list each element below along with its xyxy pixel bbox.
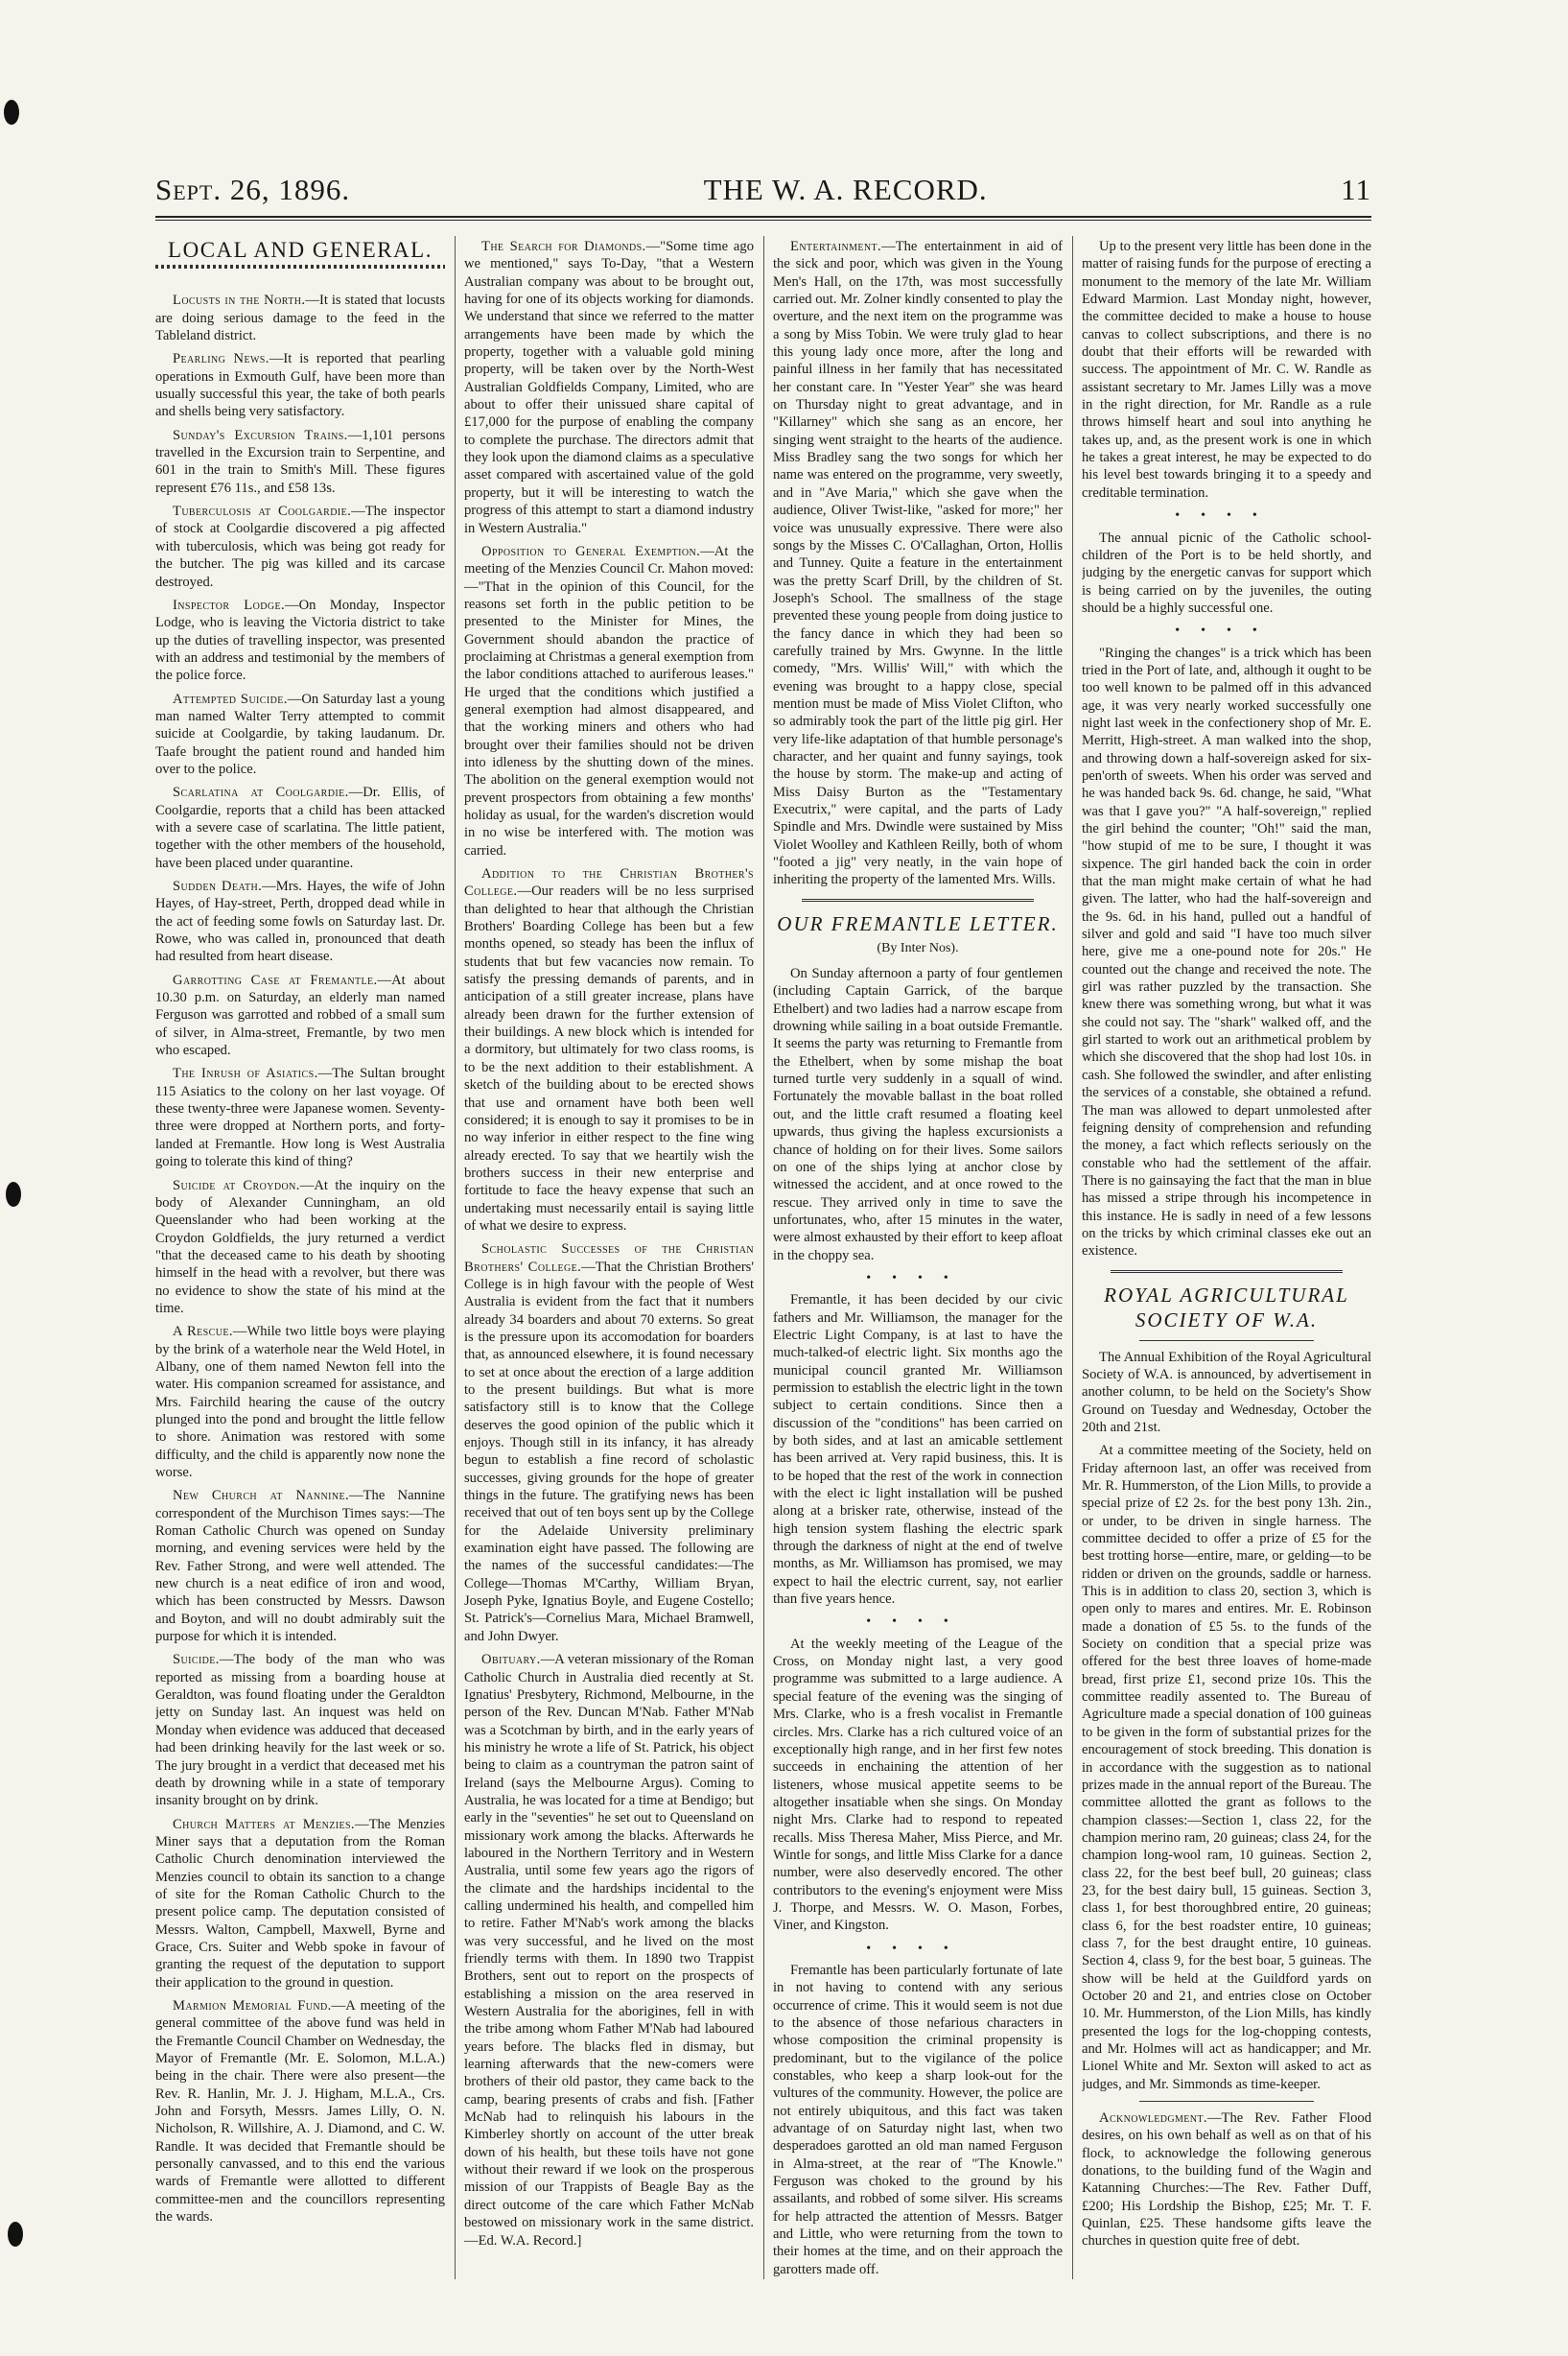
article <box>155 1816 445 1991</box>
article-body: —"Some time ago we mentioned," says To-Day, "that a Western Australian company was about to be brought out, having for one of its objects working for diamonds. We understand that since we referred to the matter arrangements have been made by which the property, together with a valuable gold mining property, will be taken over by the North-West Australian Goldfields Company, Limited, who are about to offer their unissued share capital of £17,000 for the purpose of enabling the company to complete the purchase. The directors admit that they look upon the diamond claims as a speculative asset compared with ascertained value of the gold property, but it will be interesting to watch the progress of this attempt to start a diamond industry in Western Australia." <box>464 239 754 536</box>
article-head: Opposition to General Exemption. <box>481 543 701 559</box>
article-body: —Dr. Ellis, of Coolgardie, reports that a child has been attacked with a severe case of scarlatina. The little patient, together with the other members of the household, have been placed under quarantine. <box>155 785 445 871</box>
fremantle-letter-title: OUR FREMANTLE LETTER. <box>777 911 1059 935</box>
article-body: —The Rev. Father Flood desires, on his own behalf as well as on that of his flock, to acknowledge the following generous donations, to the building fund of the Wagin and Katanning Churches:—The Rev. Father Duff, £200; His Lordship the Bishop, £25; Mr. T. F. Quinlan, £25. These handsome gifts leave the churches in question quite free of debt. <box>1082 2110 1371 2250</box>
article-body: —A veteran missionary of the Roman Catholic Church in Australia died recently at St. Ignatius' Presbytery, Richmond, Melbourne, in the person of the Rev. Duncan M'Nab. Father M'Nab was a Scotchman by birth, and in the early years of his ministry he wrote a life of St. Patrick, his object being to claim as a countryman the patron saint of Ireland (says the Melbourne Argus). Coming to Australia, he was located for a time at Bendigo; but early in the "seventies" he set out to Queensland on missionary work among the blacks. Afterwards he laboured in the Northern Territory and in Western Australia, until some few years ago the rigors of the climate and the hardships incidental to the calling undermined his health, and compelled him to retire. Father M'Nab's work among the blacks was very successful, and he lived on the most friendly terms with them. In 1890 two Trappist Brothers, sent out to report on the prospects of establishing a mission on the area reserved in Western Australia for the aborigines, fell in with the tribe among whom Father M'Nab had laboured years before. The blacks fled in dismay, but learning afterwards that the new-comers were brothers of their old pastor, they came back to the camp, bearing presents of crabs and fish. [Father McNab had to relinquish his labours in the Kimberley shortly on account of the utter break down of his health, but these toils have not gone without their reward if we look on the prosperous mission of our Trappists of Beagle Bay as the direct outcome of the care which Father McNab bestowed on missionary work in the same district.—Ed. W.A. Record.] <box>464 1652 754 2249</box>
article <box>155 1997 445 2226</box>
article-body: —The Nannine correspondent of the Murchison Times says:—The Roman Catholic Church was opened on Sunday morning, and evening services were held by the Rev. Father Strong, and were well attended. The new church is a neat edifice of iron and wood, which has been constructed by Messrs. Dawson and Boyton, and will no doubt admirably suit the purpose for which it is intended. <box>155 1488 445 1645</box>
separator-stars: •••• <box>866 1941 970 1956</box>
article <box>155 1065 445 1170</box>
section-rule <box>1111 1270 1343 1273</box>
article-head: Attempted Suicide. <box>173 691 288 707</box>
separator-stars: •••• <box>1175 508 1278 524</box>
section-title-local-and-general: LOCAL AND GENERAL. <box>168 238 433 262</box>
article-head: Suicide at Croydon. <box>173 1177 300 1193</box>
newspaper-title: THE W. A. RECORD. <box>703 173 988 206</box>
article-head: Suicide. <box>173 1652 220 1668</box>
article <box>464 865 754 1235</box>
article <box>155 784 445 872</box>
article <box>155 1323 445 1481</box>
section-rule <box>802 899 1034 902</box>
separator-stars: •••• <box>866 1614 970 1630</box>
article-body: —At about 10.30 p.m. on Saturday, an elderly man named Ferguson was garrotted and robbed of a small sum of silver, in Alma-street, Fremantle, by two men who escaped. <box>155 972 445 1059</box>
letter-paragraph: At the weekly meeting of the League of the Cross, on Monday night last, a very good programme was submitted to a large audience. A special feature of the evening was the singing of Mrs. Clarke, who is a fresh vocalist in Fremantle circles. Mrs. Clarke has a rich cultured voice of an exceptionally high range, and in her first few notes succeeds in enchaining the attention of her listeners, whose musical appetite seems to be altogether insatiable when she sings. On Monday night Mrs. Clarke had to respond to repeated recalls. Miss Theresa Maher, Miss Pierce, and Mr. Wintle for songs, and little Miss Clarke for a dance number, were also deservedly encored. The other contributors to the evening's enjoyment were Miss J. Thorpe, and Messrs. W. O. Mason, Forbes, Viner, and Kingston. <box>773 1636 1063 1934</box>
article-body: —Our readers will be no less surprised than delighted to hear that although the Christian Brothers' Boarding College has been but a few months opened, so steady has been the influx of students that but few vacancies now remain. To satisfy the pressing demands of parents, and in anticipation of a still greater increase, plans have already been drawn for the further extension of their buildings. A new block which is intended for a dormitory, but ultimately for two class rooms, is to be the next addition to their establishment. A sketch of the building about to be erected shows that use and ornament have both been well considered; it is enough to say it promises to be in no way inferior in either respect to the fine wing already erected. To say that we heartily wish the brothers success in their new enterprise and fortitude to face the heavy expense that such an undertaking must necessarily entail is saying little of what we desire to express. <box>464 884 754 1234</box>
article-head: Pearling News. <box>173 351 269 367</box>
article-head: Scarlatina at Coolgardie. <box>173 785 349 801</box>
article-body: —That the Christian Brothers' College is in high favour with the people of West Australia is evident from the fact that it numbers already 34 boarders and about 70 externs. So great is the pressure upon its accomodation for boarders that, as announced elsewhere, it is found necessary to set at once about the erection of a large addition to the present buildings. But what is more satisfactory still is to know that the College deserves the good opinion of the public which it enjoys. Though still in its infancy, it has already begun to establish a fine record of scholastic successes, giving grounds for the hope of greater things in the future. The gratifying news has been received that out of ten boys sent up by the College for the Adelaide University preliminary examination eight have passed. The following are the names of the successful candidates:—The College—Thomas M'Carthy, William Bryan, Joseph Pyke, Ignatius Boyle, and Eugene Costello; St. Patrick's—Cornelius Mara, Michael Bramwell, and John Dwyer. <box>464 1259 754 1644</box>
article-head: Sudden Death. <box>173 879 263 894</box>
column-2 <box>464 228 754 2300</box>
article-body: —While two little boys were playing by the brink of a waterhole near the Weld Hotel, in Albany, one of them named Newton fell into the water. His companion screamed for assistance, and Mrs. Fairchild hearing the cause of the outcry plunged into the pond and brought the little fellow to shore. Animation was restored with some difficulty, and the child is apparently now none the worse. <box>155 1324 445 1480</box>
article-head: Inspector Lodge. <box>173 597 285 613</box>
article-body: —At the meeting of the Menzies Council Cr. Mahon moved:—"That in the opinion of this Council, for the reasons set forth in the public petition to be presented to the Minister for Mines, the Government should abandon the practice of proclaiming at Christmas a general exemption from the labor conditions attached to auriferous leases." He urged that the conditions which justified a general exemption had almost disappeared, and that the working miners and others who had brought over their families should not be driven into idleness by the shutting down of the mines. The abolition on the general exemption would not prevent prospectors from obtaining a few months' holiday as usual, for the warden's discretion would in no wise be interfered with. The motion was carried. <box>464 543 754 859</box>
column-3 <box>773 228 1063 2300</box>
society-paragraph: The Annual Exhibition of the Royal Agricultural Society of W.A. is announced, by advertisement in another column, to be held on the Society's Show Ground on Tuesday and Wednesday, October the 20th and 21st. <box>1082 1349 1371 1435</box>
article-body: —It is reported that pearling operations in Exmouth Gulf, have been more than usually successful this year, the take of both pearls and shells being very satisfactory. <box>155 351 445 420</box>
article-head: Tuberculosis at Coolgardie. <box>173 504 352 520</box>
article-head: Locusts in the North. <box>173 293 306 309</box>
article-head: Addition to the Christian Brother's College. <box>464 866 754 900</box>
article <box>155 1177 445 1318</box>
letter-paragraph: Fremantle, it has been decided by our civic fathers and Mr. Williamson, the manager for the Electric Light Company, is at last to have the much-talked-of electric light. Six months ago the municipal council granted Mr. Williamson permission to establish the electric light in the town subject to certain conditions. Since then a discussion of the "conditions" has been carried on by both sides, and at last an amicable settlement has been arrived at. Very rapid business, this. It is to be hoped that the rest of the work in connection with the elect ic light installation will be pushed along at a brisker rate, otherwise, instead of the high tension system flashing the electric spark through the darkness of night at the end of twelve months, as Mr. Williamson has promised, we may expect to hail the electric current, say, not earlier than five years hence. <box>773 1292 1063 1608</box>
fremantle-letter-byline: (By Inter Nos). <box>877 940 959 955</box>
column-divider <box>763 236 764 2279</box>
column-1 <box>155 228 445 2291</box>
article-head: The Inrush of Asiatics. <box>173 1066 318 1082</box>
article <box>155 878 445 966</box>
title-rule <box>1139 1340 1313 1341</box>
article <box>464 238 754 537</box>
article <box>155 597 445 685</box>
article <box>155 1651 445 1809</box>
section-title-rule <box>155 265 445 269</box>
article-body: —On Saturday last a young man named Walter Terry attempted to commit suicide at Coolgardie, by taking laudanum. Dr. Taafe brought the patient round and handed him over to the police. <box>155 691 445 777</box>
article-head: Marmion Memorial Fund. <box>173 1997 332 2014</box>
article <box>773 238 1063 889</box>
column-divider <box>1072 236 1073 2279</box>
article-head: Scholastic Successes of the Christian Brothers' College. <box>464 1241 754 1275</box>
masthead-rule <box>155 216 1371 221</box>
letter-paragraph: The annual picnic of the Catholic school-children of the Port is to be held shortly, and judging by the energetic canvas for support which is being carried on by the juveniles, the outing should be a highly successful one. <box>1082 530 1371 616</box>
article-body: —It is stated that locusts are doing serious damage to the feed in the Tableland district. <box>155 293 445 344</box>
masthead <box>155 173 1371 211</box>
binding-hole-middle <box>6 1182 21 1207</box>
binding-hole-bottom <box>8 2222 23 2247</box>
royal-agricultural-society-title: ROYAL AGRICULTURAL SOCIETY OF W.A. <box>1104 1283 1349 1331</box>
article <box>1082 2109 1371 2250</box>
article-head: New Church at Nannine. <box>173 1488 350 1504</box>
article <box>155 427 445 497</box>
article-body: —The Sultan brought 115 Asiatics to the colony on her last voyage. Of these twenty-three were Japanese women. Seventy-three were dropped at Northern ports, and forty-landed at Fremantle. How long is West Australia going to tolerate this kind of thing? <box>155 1066 445 1170</box>
binding-hole-top <box>4 100 19 125</box>
article <box>464 543 754 860</box>
article-body: —The body of the man who was reported as missing from a boarding house at Geraldton, was found floating under the Geraldton jetty on Sunday last. An inquest was held on Monday when evidence was adduced that deceased had been drinking heavily for the last week or so. The jury brought in a verdict that deceased met his death by drowning while in a state of temporary insanity brought on by drink. <box>155 1652 445 1809</box>
article-body: —1,101 persons travelled in the Excursion train to Serpentine, and 601 in the train to Smith's Mill. These figures represent £76 11s., and £58 13s. <box>155 427 445 496</box>
letter-paragraph: Up to the present very little has been done in the matter of raising funds for the purpose of erecting a monument to the memory of the late Mr. William Edward Marmion. Last Monday night, however, the committee decided to make a house to house canvas to collect subscriptions, and there is no doubt that their efforts will be rewarded with success. The appointment of Mr. C. W. Randle as assistant secretary to Mr. James Lilly was a move in the right direction, for Mr. Randle as a rule throws himself heart and soul into anything he takes up, and, as the present work is one in which he takes a great interest, he may be expected to do his level best towards bringing it to a speedy and creditable termination. <box>1082 239 1371 501</box>
section-rule <box>1139 2101 1313 2102</box>
article <box>155 292 445 344</box>
article <box>464 1240 754 1645</box>
article-body: —Mrs. Hayes, the wife of John Hayes, of Hay-street, Perth, dropped dead while in the act of feeding some fowls on Saturday last. Dr. Rowe, who was called in, pronounced that death had resulted from heart disease. <box>155 879 445 965</box>
column-4 <box>1082 228 1371 2300</box>
separator-stars: •••• <box>866 1270 970 1285</box>
letter-paragraph: On Sunday afternoon a party of four gentlemen (including Captain Garrick, of the barque Ethelbert) and two ladies had a narrow escape from drowning while sailing in a boat outside Fremantle. It seems the party was returning to Fremantle from the Ethelbert, when by some mishap the boat turned turtle very suddenly in a squall of wind. Fortunately the movable ballast in the boat rolled out, and the little craft resumed a floating keel upwards, thus giving the hapless excursionists a chance of holding on for their lives. Some sailors on one of the ships lying at anchor close by witnessed the accident, and at once rowed to the rescue. They arrived only in time to save the unfortunates, who, after 15 minutes in the water, were almost exhausted by their effort to keep afloat in the choppy sea. <box>773 966 1063 1263</box>
society-paragraph: At a committee meeting of the Society, held on Friday afternoon last, an offer was received from Mr. R. Hummerston, of the Lion Mills, to provide a special prize of £2 2s. for the best pony 13h. 2in., or under, to be driven in single harness. The committee decided to offer a prize of £5 for the best trotting horse—entire, mare, or gelding—to be ridden or driven on the grounds, saddle or harness. This is in addition to class 20, section 3, which is open only to mares and entires. Mr. E. Robinson made a donation of £5 5s. to the funds of the Society on condition that a special prize was offered for the best three loaves of home-made bread, first prize £1, second prize 10s. This the committee readily assented to. The Bureau of Agriculture made a special donation of 100 guineas to be given in the form of substantial prizes for the encouragement of stock breeding. This donation is in accordance with the suggestion as to national prizes made in the annual report of the Bureau. The committee allotted the grant as follows to the champion classes:—Section 1, class 22, for the champion merino ram, 20 guineas; class 24, for the champion long-wool ram, 10 guineas. Section 2, class 22, for the best beef bull, 20 guineas; class 23, for the best dairy bull, 15 guineas. Section 3, class 1, for best thoroughbred entire, 20 guineas; class 6, for the best roadster entire, 10 guineas; class 7, for the best draught entire, 10 guineas. Section 4, class 9, for the best boar, 5 guineas. The show will be held at the Guildford yards on October 20 and 21, and entries close on October 10. Mr. Hummerston, of the Lion Mills, has kindly presented the logs for the log-chopping contests, and Mr. Holmes will act as handicapper; and Mr. Lionel White and Mr. Sexton will asked to act as judges, and Mr. Simmonds as time-keeper. <box>1082 1443 1371 2092</box>
article <box>155 1487 445 1645</box>
article-head: Entertainment. <box>790 239 882 254</box>
article <box>155 691 445 779</box>
letter-paragraph: "Ringing the changes" is a trick which has been tried in the Port of late, and, although it ought to be too well known to be palmed off in this advanced age, it was very nearly worked successfully one night last week in the confectionery shop of Mr. E. Merritt, High-street. A man walked into the shop, and throwing down a half-sovereign asked for six-pen'orth of sweets. When his order was served and he was handed back 9s. 6d. change, he said, "What was that I gave you?" "A half-sovereign," replied the girl behind the counter; "Oh!" said the man, "how stupid of me to be sure, I thought it was sixpence. The girl handed back the coin in order that the man might make certain of what he had given. The latter, who had the half-sovereign and the 9s. 6d. in his hand, pulled out a handful of silver and gold and said "I have too much silver here, give me a one-pound note for 20s." He counted out the change and received the note. The girl was rather puzzled by the transaction. She knew there was something wrong, but what it was she could not say. The "shark" walked off, and the girl started to work out an arithmetical problem by which she discovered that the shop had lost 10s. in cash. She followed the swindler, and after enlisting the services of a constable, she obtained a refund. The man was allowed to depart unmolested after feigning density of comprehension and refunding the money, a fact which reflects seriously on the constable who had the settlement of the affair. There is no gainsaying the fact that the man in blue has missed a stripe through his incompetence in this instance. He is sadly in need of a few lessons on the tricks by which criminal classes eke out an existence. <box>1082 645 1371 1260</box>
issue-date: Sept. 26, 1896. <box>155 173 351 206</box>
article <box>155 350 445 420</box>
column-divider <box>455 236 456 2279</box>
article-body: —The inspector of stock at Coolgardie discovered a pig affected with tuberculosis, which was being got ready for the butcher. The pig was killed and its carcase destroyed. <box>155 504 445 590</box>
article-body: —A meeting of the general committee of the above fund was held in the Fremantle Council Chamber on Wednesday, the Mayor of Fremantle (Mr. E. Solomon, M.L.A.) being in the chair. There were also present—the Rev. R. Hanlin, Mr. J. J. Higham, M.L.A., Crs. John and Forsyth, Messrs. James Lilly, O. N. Nicholson, R. Willshire, A. J. Diamond, and C. W. Randle. It was decided that Fremantle should be personally canvassed, and to this end the various wards of Fremantle were allotted to different committee-men and the councillors representing the wards. <box>155 1997 445 2226</box>
article-head: Garrotting Case at Fremantle. <box>173 972 378 988</box>
article-head: The Search for Diamonds. <box>481 239 646 254</box>
article <box>155 972 445 1060</box>
article-body: —The entertainment in aid of the sick and poor, which was given in the Young Men's Hall, on the 17th, was most successfully carried out. Mr. Zolner kindly consented to play the overture, and the next item on the programme was a song by Miss Tobin. We were truly glad to hear this young lady once more, after the long and painful illness in her family that has necessitated her constant care. In "Yester Year" she was heard on Thursday night to great advantage, and in "Killarney" which she sang as an encore, her singing went straight to the hearts of the audience. Miss Bradley sang the two songs for which her name was entered on the programme, very sweetly, and in "Ave Maria," which she gave when the audience, Oliver Twist-like, "asked for more;" her voice was unusually expressive. There were also songs by the Misses C. O'Callaghan, Orton, Hollis and Tunney. Quite a feature in the entertainment was the pretty Scarf Drill, by the children of St. Joseph's School. The smallness of the stage prevented these young people from doing justice to the fancy dance in which they had been so carefully trained by Mrs. Gwynne. In the little comedy, "Mrs. Willis' Will," with which the evening was brought to a happy close, special mention must be made of Miss Violet Clifton, who so admirably took the part of the little pig girl. Her very life-like adaptation of that humble personage's character, and her quaint and funny sayings, took the house by storm. The make-up and acting of Miss Daisy Burton as the "Testamentary Executrix," were capital, and the parts of Lady Spindle and Mrs. Dwindle were sustained by Miss Violet Woolley and Kathleen Reilly, both of whom "footed a jig" very neatly, in the vain hope of inheriting the property of the lamented Mrs. Wills. <box>773 239 1063 888</box>
page-number: 11 <box>1341 173 1371 206</box>
article-body: —On Monday, Inspector Lodge, who is leaving the Victoria district to take up the duties of travelling inspector, was presented with an address and testimonial by the members of the police force. <box>155 597 445 684</box>
article-head: Obituary. <box>481 1652 541 1668</box>
letter-paragraph: Fremantle has been particularly fortunate of late in not having to contend with any serious occurrence of crime. This it would seem is not due to the absence of those nefarious characters in whose composition the criminal propensity is predominant, but to the vigilance of the police constables, who keep a sharp look-out for the vultures of the community. However, the police are not entirely ubiquitous, and this fact was taken advantage of on Saturday night last, when two desperadoes garotted an old man named Ferguson in Alma-street, at the rear of "The Knowle." Ferguson was choked to the ground by his assailants, and robbed of some silver. His screams for help attracted the attention of Messrs. Batger and Little, who were returning from the town to their homes at the time, and on their approach the garotters made off. <box>773 1962 1063 2277</box>
article-head: A Rescue. <box>173 1324 233 1340</box>
article-head: Sunday's Excursion Trains. <box>173 427 348 443</box>
article-body: —The Menzies Miner says that a deputation from the Roman Catholic Church denomination interviewed the Menzies council to obtain its sanction to a change of site for the Roman Catholic Church to the present police camp. The deputation consisted of Messrs. Walton, Campbell, Maxwell, Byrne and Grace, Crs. Suiter and Webb spoke in favour of granting the request of the deputation to support their application to the ground in question. <box>155 1816 445 1991</box>
article-head: Church Matters at Menzies. <box>173 1816 355 1832</box>
local-articles <box>155 292 445 2226</box>
article-head: Acknowledgment. <box>1099 2110 1207 2127</box>
separator-stars: •••• <box>1175 624 1278 639</box>
article-body: —At the inquiry on the body of Alexander Cunningham, an old Queenslander who had been working at the Croydon Goldfields, the jury returned a verdict "that the deceased came to his death by shooting himself in the head with a revolver, but there was no evidence to show the state of his mind at the time. <box>155 1177 445 1316</box>
article <box>464 1651 754 2250</box>
columns <box>155 228 1371 2300</box>
article <box>155 503 445 591</box>
